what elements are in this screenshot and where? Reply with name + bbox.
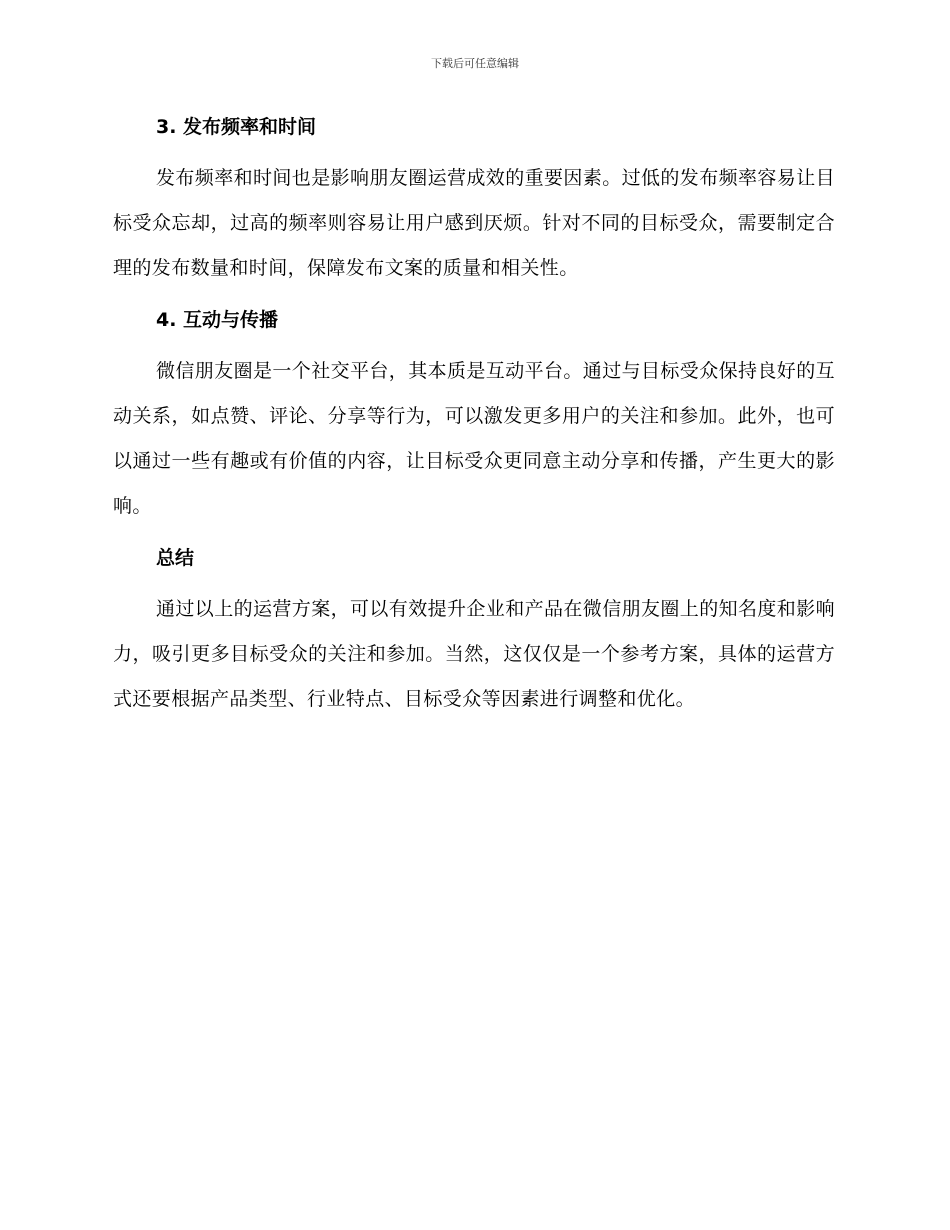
section-paragraph: 发布频率和时间也是影响朋友圈运营成效的重要因素。过低的发布频率容易让目标受众忘却，过高的频率则容易让用户感到厌烦。针对不同的目标受众，需要制定合理的发布数量和时间，保障发布文案的质量和相关性。 [113, 167, 836, 279]
section-heading: 4. 互动与传播 [156, 309, 279, 331]
section-heading: 3. 发布频率和时间 [156, 116, 317, 138]
section-paragraph: 微信朋友圈是一个社交平台，其本质是互动平台。通过与目标受众保持良好的互动关系，如点赞、评论、分享等行为，可以激发更多用户的关注和参加。此外，也可以通过一些有趣或有价值的内容，让目标受众更同意主动分享和传播，产生更大的影响。 [113, 360, 836, 517]
section-heading: 总结 [156, 547, 195, 569]
section-interaction-spread [113, 305, 835, 529]
page-header-note: 下载后可任意编辑 [431, 57, 519, 70]
section-paragraph: 通过以上的运营方案，可以有效提升企业和产品在微信朋友圈上的知名度和影响力，吸引更多目标受众的关注和参加。当然，这仅仅是一个参考方案，具体的运营方式还要根据产品类型、行业特点、目标受众等因素进行调整和优化。 [113, 598, 836, 710]
document-body [113, 112, 835, 736]
section-summary [113, 543, 835, 722]
section-publish-frequency [113, 112, 835, 291]
